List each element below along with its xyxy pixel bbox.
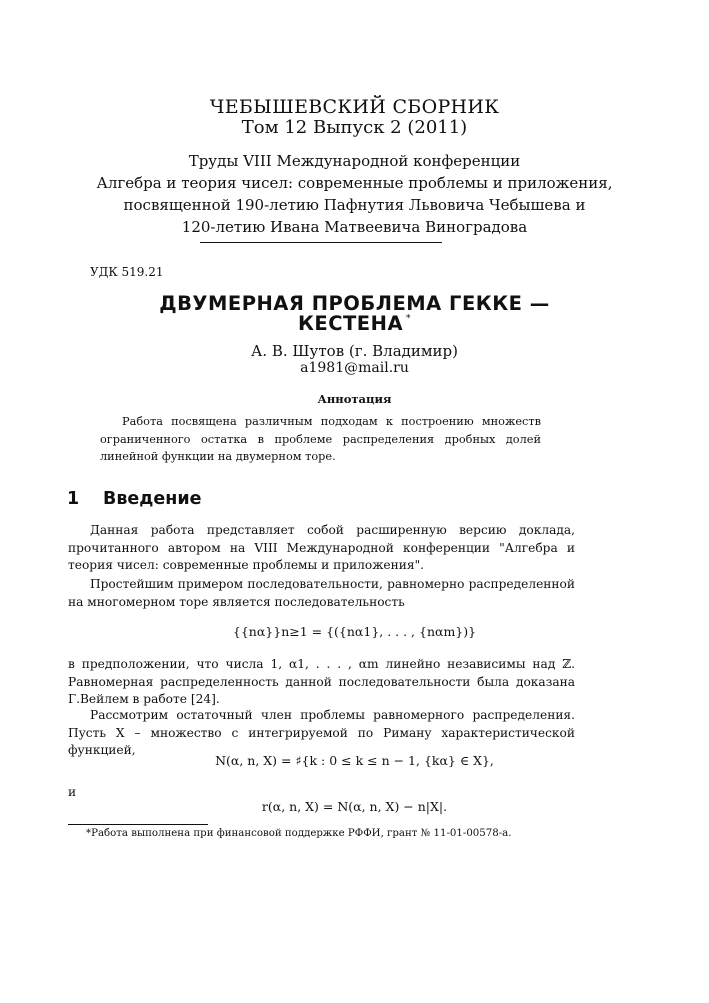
footnote-divider [68, 824, 208, 825]
footnote: *Работа выполнена при финансовой поддержке РФФИ, грант № 11-01-00578-а. [86, 828, 512, 839]
section-heading [67, 489, 202, 509]
formula-sequence: {{nα}}n≥1 = {({nα1}, . . . , {nαm})} [232, 624, 477, 639]
conference-line-1: Труды VIII Международной конференции [188, 152, 521, 170]
header-divider [200, 242, 442, 243]
section-title: Введение [103, 489, 202, 509]
paragraph-4: Рассмотрим остаточный член проблемы равномерного распределения. Пусть X – множество с интегрируемой по Риману характеристической функцией, [68, 708, 575, 758]
paragraph-3: в предположении, что числа 1, α1, . . . , αm линейно независимы над ℤ. Равномерная распределенность данной последовательности была доказана Г.Вейлем в работе [24]. [68, 657, 575, 707]
paragraph-2: Простейшим примером последовательности, равномерно распределенной на многомерном торе является последовательность [68, 577, 575, 609]
formula-counting: N(α, n, X) = ♯{k : 0 ≤ k ≤ n − 1, {kα} ∈ X}, [215, 753, 494, 768]
journal-volume: Том 12 Выпуск 2 (2011) [241, 117, 468, 138]
paragraph-1: Данная работа представляет собой расширенную версию доклада, прочитанного автором на VIII Международной конференции "Алгебра и теория чисел: современные проблемы и приложения". [68, 523, 575, 573]
paper-title-line-2 [0, 312, 709, 335]
udc-code: УДК 519.21 [90, 265, 164, 279]
conference-line-2: Алгебра и теория чисел: современные проблемы и приложения, [96, 174, 613, 192]
section-number: 1 [67, 489, 80, 509]
abstract-text: Работа посвящена различным подходам к построению множеств ограниченного остатка в проблеме распределения дробных долей линейной функции на двумерном торе. [100, 415, 541, 463]
journal-title: ЧЕБЫШЕВСКИЙ СБОРНИК [209, 96, 500, 118]
author-email: a1981@mail.ru [300, 360, 409, 376]
author: А. В. Шутов (г. Владимир) [250, 342, 459, 360]
paper-title-text: КЕСТЕНА [297, 312, 404, 335]
formula-remainder: r(α, n, X) = N(α, n, X) − n|X|. [261, 799, 448, 814]
paper-title-line-1: ДВУМЕРНАЯ ПРОБЛЕМА ГЕККЕ — [159, 292, 550, 315]
conjunction: и [68, 785, 77, 799]
title-footnote-mark: * [406, 314, 412, 324]
abstract-heading: Аннотация [317, 392, 392, 406]
conference-line-4: 120-летию Ивана Матвеевича Виноградова [181, 218, 528, 236]
conference-line-3: посвященной 190-летию Пафнутия Львовича Чебышева и [123, 196, 586, 214]
